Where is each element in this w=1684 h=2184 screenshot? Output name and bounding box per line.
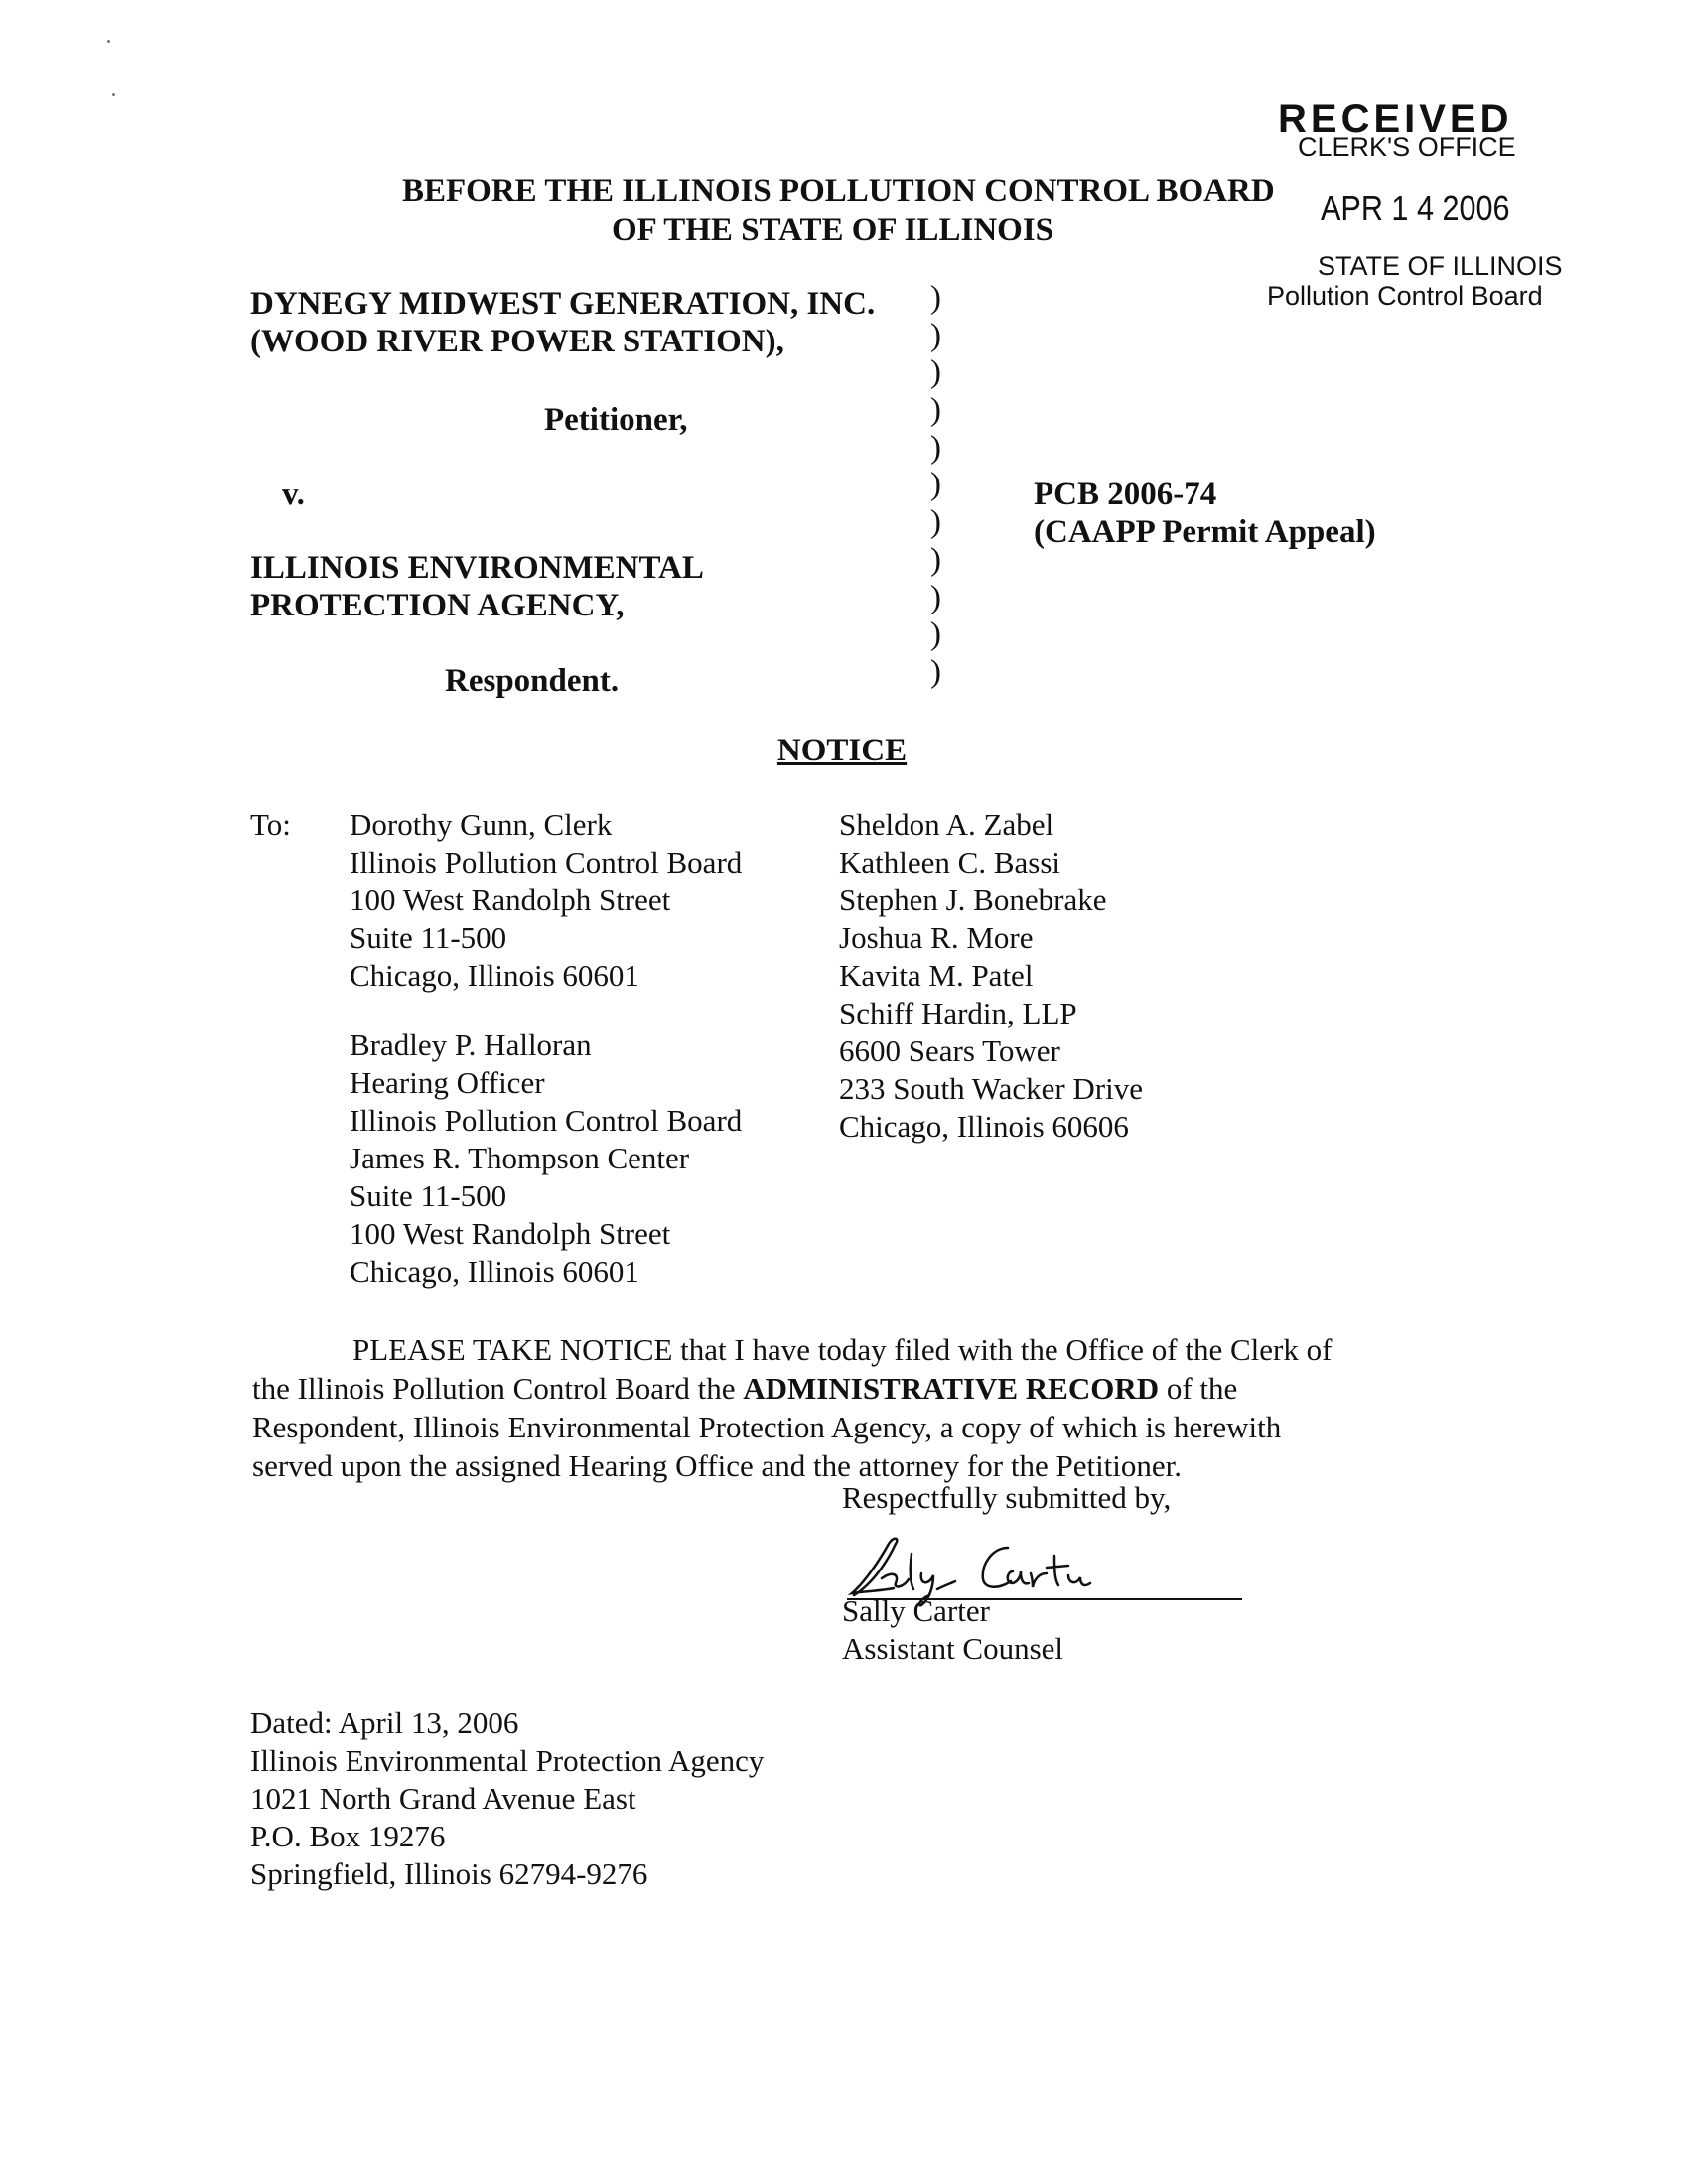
body-line-1: PLEASE TAKE NOTICE that I have today filed with the Office of the Clerk of	[352, 1332, 1333, 1367]
address-line: Schiff Hardin, LLP	[839, 996, 1077, 1030]
address-line: 233 South Wacker Drive	[839, 1071, 1144, 1106]
scan-speck	[112, 93, 115, 96]
case-type: (CAAPP Permit Appeal)	[1034, 514, 1376, 550]
address-line: 100 West Randolph Street	[350, 1216, 671, 1251]
footer-line: Dated: April 13, 2006	[250, 1706, 519, 1740]
respondent-name-1: ILLINOIS ENVIRONMENTAL	[250, 550, 704, 586]
document-header	[298, 171, 1321, 250]
recipient-hearing-officer	[350, 1026, 742, 1291]
address-line: Dorothy Gunn, Clerk	[350, 807, 613, 842]
signer-name: Sally Carter	[842, 1593, 990, 1628]
stamp-state: STATE OF ILLINOIS	[1318, 251, 1563, 281]
petitioner-name-1: DYNEGY MIDWEST GENERATION, INC.	[250, 286, 876, 322]
footer-line: Illinois Environmental Protection Agency	[250, 1743, 765, 1778]
recipient-clerk	[350, 806, 742, 995]
to-label: To:	[250, 807, 291, 842]
address-line: Chicago, Illinois 60606	[839, 1109, 1129, 1144]
address-line: Kathleen C. Bassi	[839, 845, 1060, 880]
notice-body	[252, 1330, 1444, 1485]
recipient-petitioner-counsel	[839, 806, 1143, 1146]
body-line-4: served upon the assigned Hearing Office and the attorney for the Petitioner.	[252, 1448, 1183, 1483]
address-line: 100 West Randolph Street	[350, 883, 671, 917]
caption-parentheses	[930, 280, 950, 692]
respectfully-submitted: Respectfully submitted by,	[842, 1480, 1172, 1515]
address-line: Suite 11-500	[350, 920, 507, 955]
address-line: Hearing Officer	[350, 1065, 545, 1100]
body-line-2	[252, 1369, 1444, 1408]
address-line: Sheldon A. Zabel	[839, 807, 1054, 842]
scan-speck	[107, 40, 110, 43]
address-line: Chicago, Illinois 60601	[350, 1254, 639, 1289]
paren: )	[930, 392, 941, 429]
address-line: Stephen J. Bonebrake	[839, 883, 1107, 917]
petitioner-label: Petitioner,	[544, 402, 688, 438]
paren: )	[930, 280, 941, 316]
address-line: Joshua R. More	[839, 920, 1034, 955]
body-line-2-post: of the	[1159, 1371, 1238, 1406]
paren: )	[930, 429, 941, 466]
paren: )	[930, 467, 941, 503]
address-line: Illinois Pollution Control Board	[350, 1103, 743, 1138]
address-line: Bradley P. Halloran	[350, 1027, 592, 1062]
stamp-date: APR 1 4 2006	[1321, 188, 1510, 228]
body-line-2-pre: the Illinois Pollution Control Board the	[252, 1371, 744, 1406]
address-line: Chicago, Illinois 60601	[350, 958, 639, 993]
petitioner-name-2: (WOOD RIVER POWER STATION),	[250, 324, 784, 359]
body-line-3: Respondent, Illinois Environmental Protection Agency, a copy of which is herewith	[252, 1410, 1282, 1444]
paren: )	[930, 354, 941, 391]
respondent-label: Respondent.	[445, 663, 620, 699]
footer-line: P.O. Box 19276	[250, 1819, 446, 1853]
address-line: Kavita M. Patel	[839, 958, 1034, 993]
paren: )	[930, 616, 941, 653]
case-number: PCB 2006-74	[1034, 477, 1217, 512]
address-line: 6600 Sears Tower	[839, 1033, 1060, 1068]
footer-line: Springfield, Illinois 62794-9276	[250, 1856, 648, 1891]
header-line-2: OF THE STATE OF ILLINOIS	[612, 212, 1054, 248]
footer-line: 1021 North Grand Avenue East	[250, 1781, 636, 1816]
signer-title: Assistant Counsel	[842, 1631, 1064, 1666]
paren: )	[930, 579, 941, 615]
header-line-1: BEFORE THE ILLINOIS POLLUTION CONTROL BOARD	[402, 173, 1275, 208]
paren: )	[930, 317, 941, 353]
paren: )	[930, 653, 941, 690]
dated-footer	[250, 1705, 764, 1893]
stamp-board: Pollution Control Board	[1267, 281, 1543, 311]
stamp-received: RECEIVED	[1278, 97, 1513, 141]
address-line: Suite 11-500	[350, 1178, 507, 1213]
respondent-name-2: PROTECTION AGENCY,	[250, 588, 625, 623]
administrative-record-term: ADMINISTRATIVE RECORD	[743, 1371, 1160, 1406]
paren: )	[930, 541, 941, 578]
address-line: James R. Thompson Center	[350, 1141, 690, 1175]
paren: )	[930, 504, 941, 541]
stamp-office: CLERK'S OFFICE	[1298, 132, 1516, 162]
versus: v.	[282, 477, 305, 512]
address-line: Illinois Pollution Control Board	[350, 845, 743, 880]
notice-title: NOTICE	[776, 733, 908, 768]
